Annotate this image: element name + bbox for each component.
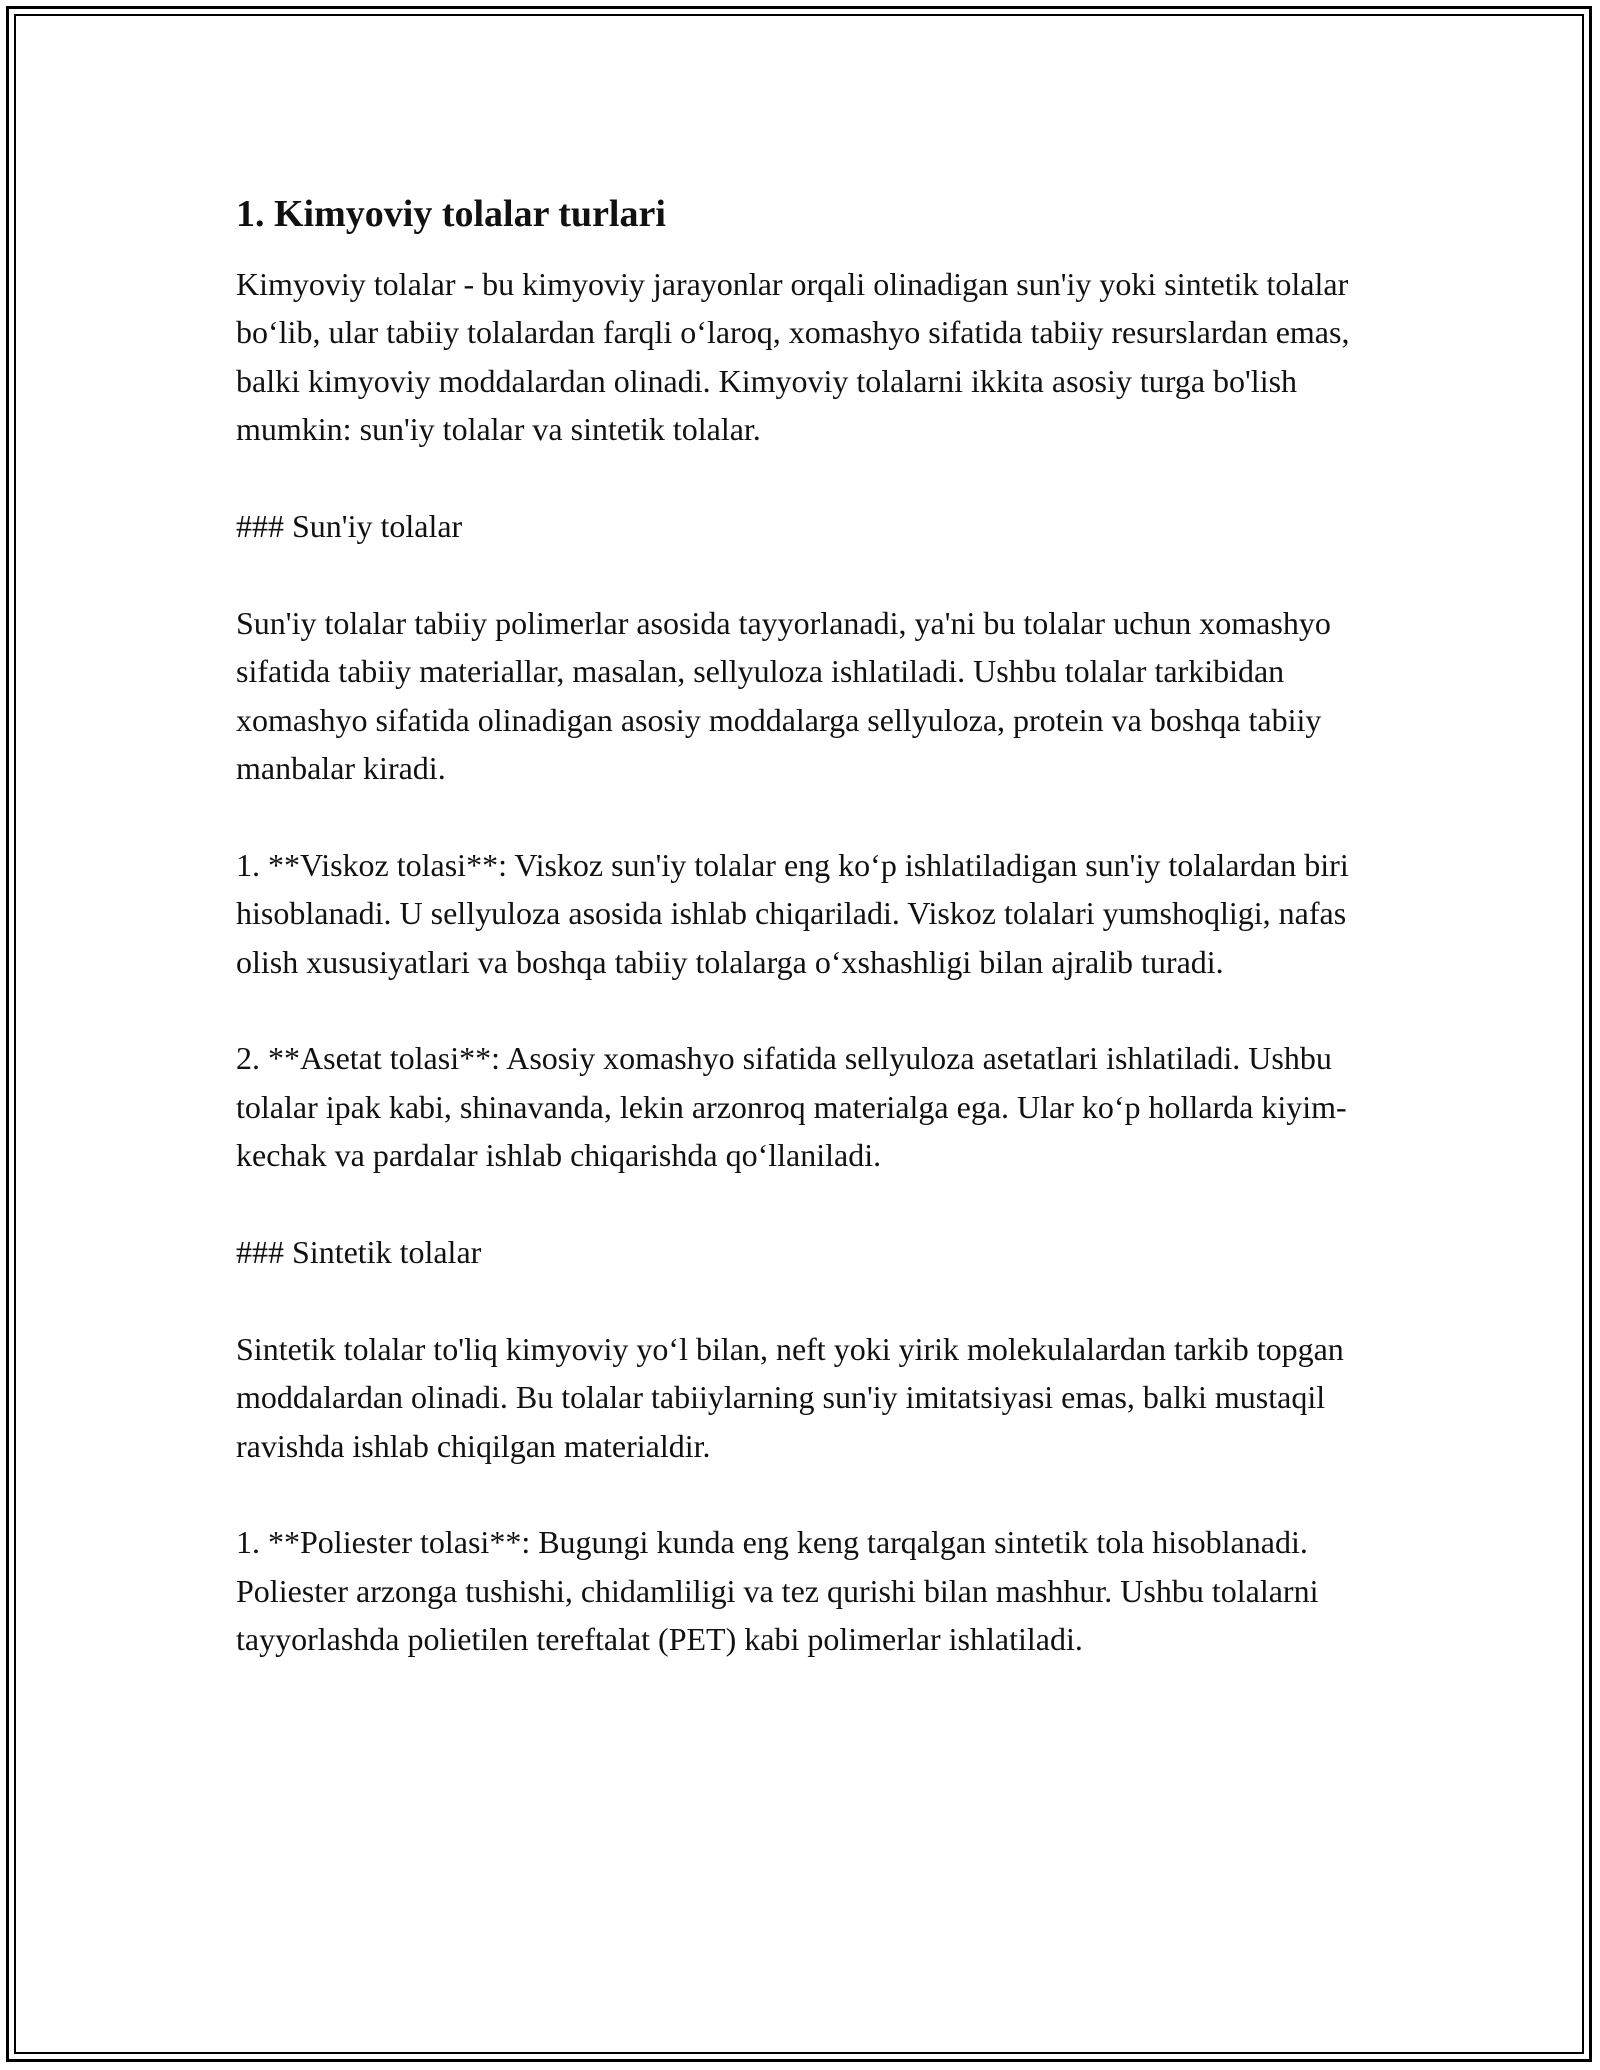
sintetik-description-paragraph: Sintetik tolalar to'liq kimyoviy yo‘l bilan, neft yoki yirik molekulalardan tarkib topgan moddalardan olinadi. Bu tolalar tabiiylarning sun'iy imitatsiyasi emas, balki mustaqil ravishda ishlab chiqilgan materialdir. (236, 1330, 1344, 1464)
paragraph-gap (236, 550, 1386, 598)
paragraph-gap (236, 1470, 1386, 1518)
paragraph-gap (236, 1276, 1386, 1324)
asetat-paragraph: 2. **Asetat tolasi**: Asosiy xomashyo sifatida sellyuloza asetatlari ishlatiladi. Ushbu tolalar ipak kabi, shinavanda, lekin arzonroq materialga ega. Ular ko‘p hollarda kiyim-kechak va pardalar ishlab chiqarishda qo‘llaniladi. (236, 1040, 1347, 1174)
paragraph-gap (236, 1180, 1386, 1228)
poliester-paragraph: 1. **Poliester tolasi**: Bugungi kunda eng keng tarqalgan sintetik tola hisoblanadi. Poliester arzonga tushishi, chidamliligi va tez qurishi bilan mashhur. Ushbu tolalarni tayyorlashda polietilen tereftalat (PET) kabi polimerlar ishlatiladi. (236, 1524, 1319, 1658)
paragraph-gap (236, 454, 1386, 502)
paragraph-gap (236, 986, 1386, 1034)
document-body (236, 188, 1386, 1664)
intro-paragraph: Kimyoviy tolalar - bu kimyoviy jarayonlar orqali olinadigan sun'iy yoki sintetik tolalar bo‘lib, ular tabiiy tolalardan farqli o‘laroq, xomashyo sifatida tabiiy resurslardan emas, balki kimyoviy moddalardan olinadi. Kimyoviy tolalarni ikkita asosiy turga bo'lish mumkin: sun'iy tolalar va sintetik tolalar. (236, 266, 1350, 448)
paragraph-gap (236, 792, 1386, 840)
document-title: 1. Kimyoviy tolalar turlari (236, 193, 666, 235)
section-heading-sintetik: ### Sintetik tolalar (236, 1234, 482, 1271)
section-heading-suniy: ### Sun'iy tolalar (236, 508, 463, 545)
suniy-description-paragraph: Sun'iy tolalar tabiiy polimerlar asosida tayyorlanadi, ya'ni bu tolalar uchun xomashyo sifatida tabiiy materiallar, masalan, sellyuloza ishlatiladi. Ushbu tolalar tarkibidan xomashyo sifatida olinadigan asosiy moddalarga sellyuloza, protein va boshqa tabiiy manbalar kiradi. (236, 604, 1331, 787)
viskoz-paragraph: 1. **Viskoz tolasi**: Viskoz sun'iy tolalar eng ko‘p ishlatiladigan sun'iy tolalardan biri hisoblanadi. U sellyuloza asosida ishlab chiqariladi. Viskoz tolalari yumshoqligi, nafas olish xususiyatlari va boshqa tabiiy tolalarga o‘xshashligi bilan ajralib turadi. (236, 846, 1349, 980)
